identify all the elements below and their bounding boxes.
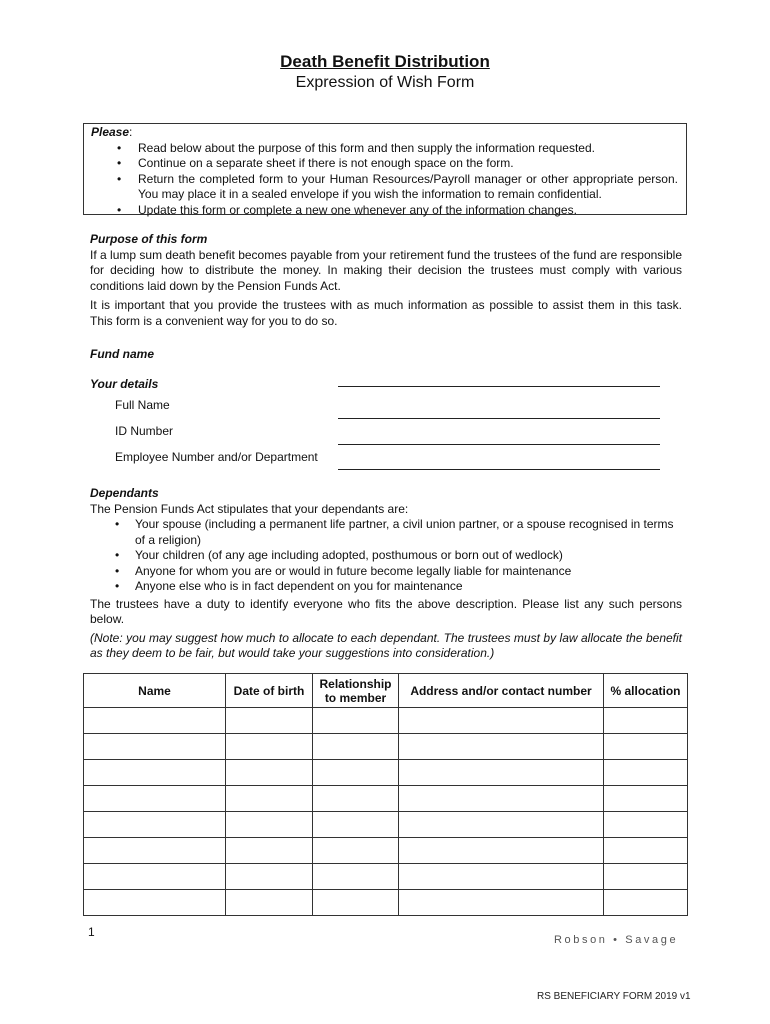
your-details-text: Your details [90,377,159,391]
cell-allocation[interactable] [604,890,688,916]
cell-allocation[interactable] [604,838,688,864]
fund-name-text: Fund name [90,347,155,361]
cell-allocation[interactable] [604,734,688,760]
instruction-item: • Read below about the purpose of this form and then supply the information requested. [138,141,678,157]
instructions-list [91,141,678,219]
cell-relationship[interactable] [313,734,399,760]
cell-address[interactable] [399,864,604,890]
cell-dob[interactable] [226,734,313,760]
cell-name[interactable] [84,760,226,786]
purpose-section [90,232,682,329]
instruction-item: • Return the completed form to your Human Resources/Payroll manager or other appropriate person. You may place it in a sealed envelope if you wish the information to remain confidential. [138,172,678,203]
dependant-item: • Anyone else who is in fact dependent on you for maintenance [135,579,682,595]
cell-address[interactable] [399,838,604,864]
col-relationship: Relationship to member [313,674,399,708]
dependant-item: • Anyone for whom you are or would in future become legally liable for maintenance [135,564,682,580]
cell-name[interactable] [84,838,226,864]
full-name-label: Full Name [115,398,170,412]
dependants-heading: Dependants [90,486,159,500]
col-address: Address and/or contact number [399,674,604,708]
table-row [84,838,688,864]
dependant-item: • Your spouse (including a permanent life partner, a civil union partner, or a spouse recognised in terms of a religion) [135,517,682,548]
dependants-table [83,673,688,916]
table-row [84,760,688,786]
employee-number-label: Employee Number and/or Department [115,450,318,464]
cell-address[interactable] [399,786,604,812]
cell-relationship[interactable] [313,786,399,812]
id-number-field[interactable] [338,444,660,445]
cell-address[interactable] [399,760,604,786]
cell-relationship[interactable] [313,864,399,890]
your-details-heading [90,377,682,393]
cell-address[interactable] [399,812,604,838]
cell-address[interactable] [399,890,604,916]
cell-relationship[interactable] [313,812,399,838]
cell-dob[interactable] [226,890,313,916]
cell-allocation[interactable] [604,760,688,786]
table-row [84,734,688,760]
employee-number-field[interactable] [338,469,660,470]
form-code: RS BENEFICIARY FORM 2019 v1 [537,991,691,1002]
please-label: Please [91,125,130,139]
purpose-paragraph-2: It is important that you provide the trustees with as much information as possible to assist them in this task. This form is a convenient way for you to do so. [90,298,682,328]
trustees-duty: The trustees have a duty to identify everyone who fits the above description. Please list any such persons below. [90,596,682,626]
cell-relationship[interactable] [313,890,399,916]
cell-name[interactable] [84,708,226,734]
cell-relationship[interactable] [313,838,399,864]
form-subtitle: Expression of Wish Form [295,74,475,91]
id-number-label: ID Number [115,424,174,438]
col-date-of-birth: Date of birth [226,674,313,708]
dependants-section [90,486,682,662]
instruction-item: • Update this form or complete a new one whenever any of the information changes. [138,203,678,219]
table-header-row [84,674,688,708]
cell-address[interactable] [399,734,604,760]
cell-dob[interactable] [226,760,313,786]
cell-name[interactable] [84,864,226,890]
company-logo: Robson • Savage [554,934,679,946]
cell-dob[interactable] [226,812,313,838]
cell-name[interactable] [84,734,226,760]
page-number: 1 [88,925,95,939]
table-row [84,812,688,838]
allocation-note: (Note: you may suggest how much to allocate to each dependant. The trustees must by law allocate the benefit as they deem to be fair, but would take your suggestions into consideration.) [90,630,682,660]
cell-allocation[interactable] [604,786,688,812]
dependant-item: • Your children (of any age including adopted, posthumous or born out of wedlock) [135,548,682,564]
purpose-heading: Purpose of this form [90,232,208,246]
cell-name[interactable] [84,786,226,812]
fund-name-field[interactable] [338,386,660,387]
cell-address[interactable] [399,708,604,734]
cell-dob[interactable] [226,864,313,890]
dependants-list [90,517,682,595]
cell-dob[interactable] [226,838,313,864]
cell-dob[interactable] [226,708,313,734]
cell-name[interactable] [84,890,226,916]
form-title: Death Benefit Distribution [280,52,490,71]
cell-name[interactable] [84,812,226,838]
instruction-item: • Continue on a separate sheet if there is not enough space on the form. [138,156,678,172]
purpose-paragraph: If a lump sum death benefit becomes payable from your retirement fund the trustees of the fund are responsible for deciding how to distribute the money. In making their decision the trustees must comply with various conditions laid down by the Pension Funds Act. [90,247,682,293]
table-row [84,786,688,812]
dependants-intro: The Pension Funds Act stipulates that your dependants are: [90,501,409,516]
table-row [84,864,688,890]
table-row [84,890,688,916]
fund-name-label [90,347,682,363]
col-name: Name [84,674,226,708]
cell-dob[interactable] [226,786,313,812]
instructions-box: Please: • Read below about the purpose of this form and then supply the information requested. • Continue on a separate sheet if there is not enough space on the form. • Return the completed form to your Human Resources/Payroll manager or other appropriate person. You may place it in a sealed envelope if you wish the information to remain confidential. • Update this form or complete a new one whenever any of the information changes. [83,123,687,215]
cell-allocation[interactable] [604,708,688,734]
table-row [84,708,688,734]
cell-allocation[interactable] [604,812,688,838]
full-name-field[interactable] [338,418,660,419]
cell-allocation[interactable] [604,864,688,890]
cell-relationship[interactable] [313,760,399,786]
col-allocation: % allocation [604,674,688,708]
cell-relationship[interactable] [313,708,399,734]
